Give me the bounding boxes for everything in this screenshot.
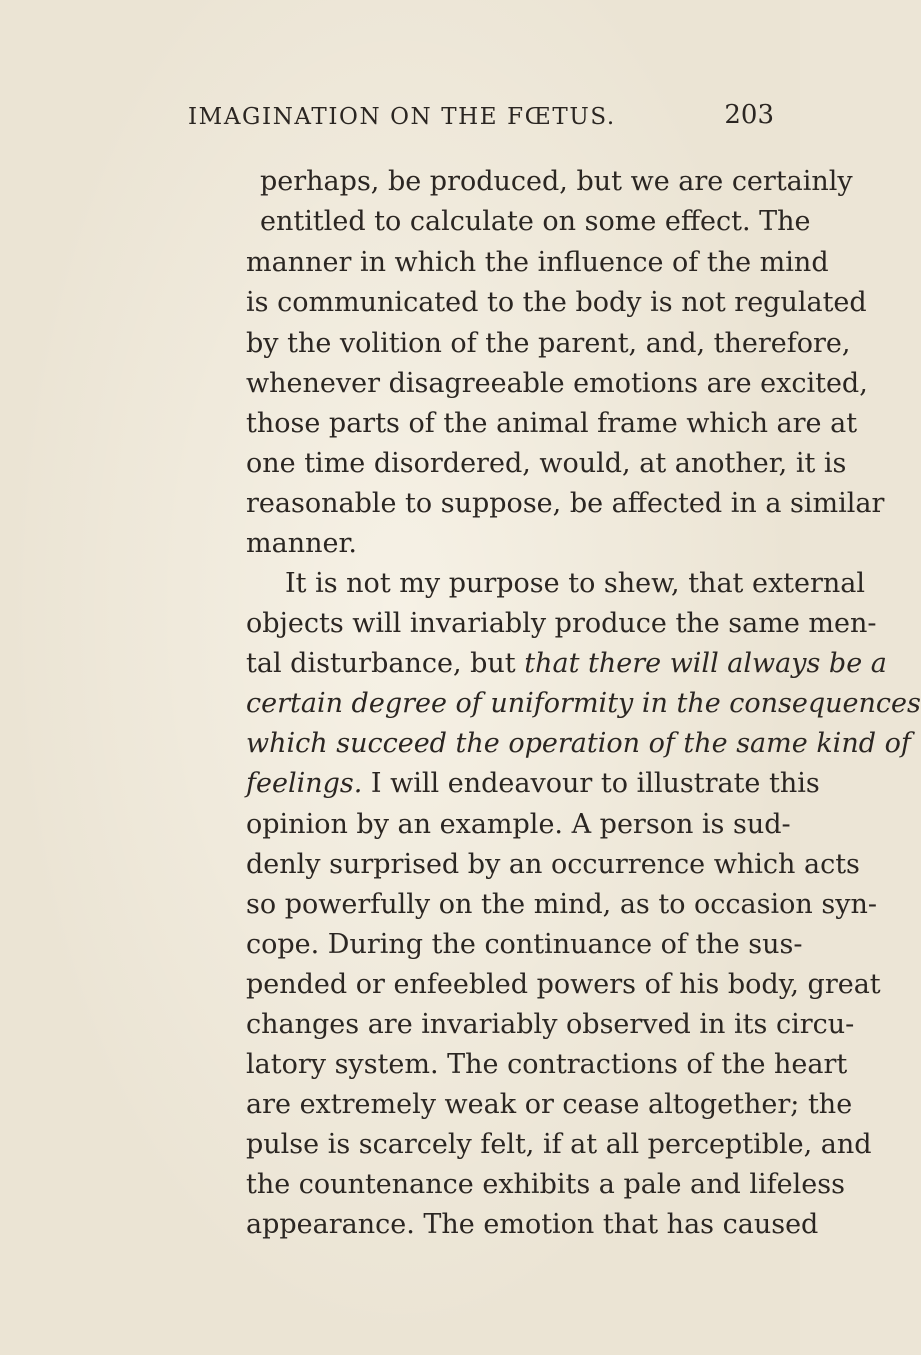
text-line: appearance. The emotion that has caused [246, 1209, 819, 1240]
text-line: It is not my purpose to shew, that external [285, 568, 866, 599]
text-line: latory system. The contractions of the heart [246, 1049, 848, 1080]
italic-text: certain degree of uniformity in the consequences [246, 688, 921, 719]
text-line: pended or enfeebled powers of his body, great [246, 969, 881, 1000]
text-line [246, 644, 887, 684]
running-head: IMAGINATION ON THE FŒTUS. [188, 104, 616, 130]
text-line: is communicated to the body is not regulated [246, 287, 867, 318]
text-line: the countenance exhibits a pale and lifeless [246, 1169, 845, 1200]
text-line: whenever disagreeable emotions are excited, [246, 368, 868, 399]
italic-text: that there will always be a [524, 648, 887, 679]
text-line: pulse is scarcely felt, if at all perceptible, and [246, 1129, 872, 1160]
text-line: one time disordered, would, at another, it is [246, 448, 847, 479]
text-segment: tal disturbance, but [246, 648, 525, 679]
text-line: entitled to calculate on some effect. The [260, 206, 811, 237]
text-line: perhaps, be produced, but we are certainly [260, 166, 853, 197]
text-line: manner in which the influence of the mind [246, 247, 829, 278]
text-line: reasonable to suppose, be affected in a similar [246, 488, 885, 519]
italic-text: feelings. [246, 768, 363, 799]
text-segment: I will endeavour to illustrate this [362, 768, 820, 799]
text-line: are extremely weak or cease altogether; the [246, 1089, 853, 1120]
page-number: 203 [724, 100, 774, 130]
text-line: those parts of the animal frame which are at [246, 408, 858, 439]
text-line: so powerfully on the mind, as to occasion syn- [246, 889, 877, 920]
text-line: cope. During the continuance of the sus- [246, 929, 803, 960]
text-line: manner. [246, 528, 357, 559]
text-line: by the volition of the parent, and, therefore, [246, 328, 851, 359]
text-line: opinion by an example. A person is sud- [246, 809, 791, 840]
text-line: objects will invariably produce the same men- [246, 608, 877, 639]
text-line [246, 684, 921, 724]
text-line: denly surprised by an occurrence which acts [246, 849, 860, 880]
text-line [246, 764, 820, 804]
text-line: changes are invariably observed in its circu- [246, 1009, 855, 1040]
italic-text: which succeed the operation of the same kind of [246, 728, 911, 759]
page-header [188, 100, 774, 144]
text-line [246, 724, 911, 764]
